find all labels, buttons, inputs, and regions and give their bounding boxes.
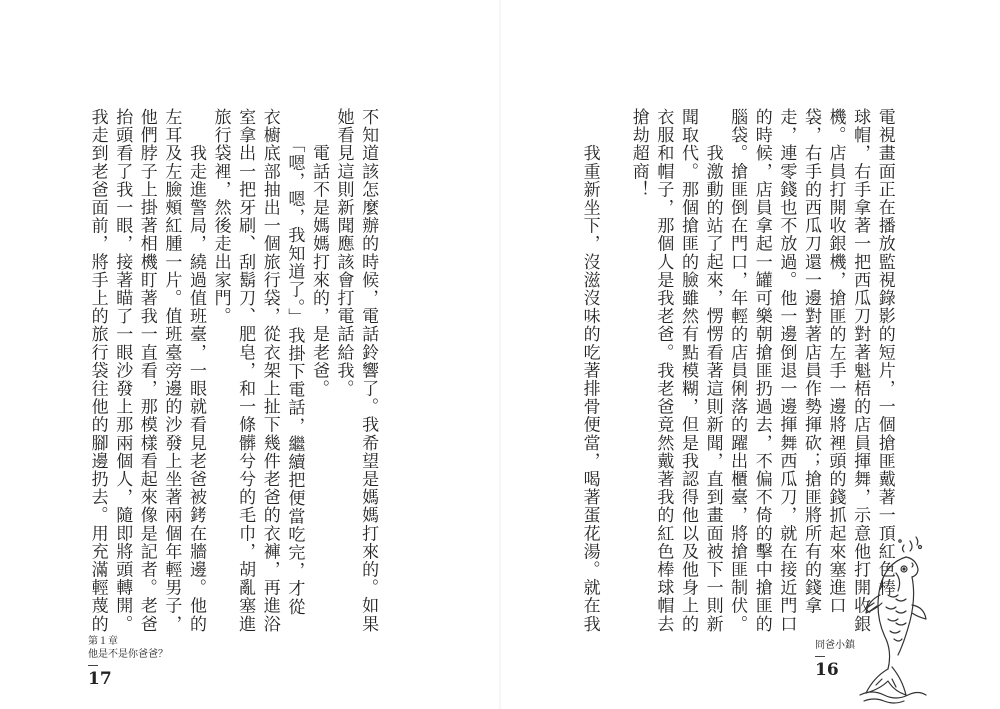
footer-rule: [88, 665, 98, 666]
right-page-text: [577, 108, 897, 633]
text-line: 的時候，店員拿起一罐可樂朝搶匪扔過去，不偏不倚的擊中搶匪的: [751, 108, 772, 633]
chapter-title: 他是不是你爸爸？: [88, 649, 168, 660]
text-line: 我走到老爸面前，將手上的旅行袋往他的腳邊扔去。用充滿輕蔑的: [87, 108, 108, 633]
left-page-text: [85, 108, 380, 633]
text-line: 我重新坐下，沒滋沒味的吃著排骨便當，喝著蛋花湯。就在我: [579, 108, 600, 633]
text-line: 走，連零錢也不放過。他一邊倒退一邊揮舞西瓜刀，就在接近門口: [776, 108, 797, 633]
right-page-footer: [815, 639, 855, 680]
text-line: 搶劫超商！: [628, 108, 649, 199]
text-line: 左耳及左臉頰紅腫一片。值班臺旁邊的沙發上坐著兩個年輕男子，: [161, 108, 182, 633]
page-number: 17: [88, 669, 112, 689]
text-line: 電視畫面正在播放監視錄影的短片，一個搶匪戴著一頂紅色棒: [874, 108, 895, 597]
text-line: 球帽，右手拿著一把西瓜刀對著魁梧的店員揮舞，示意他打開收銀: [850, 108, 871, 633]
text-line: 她看見這則新聞應該會打電話給我。: [333, 108, 354, 398]
footer-rule: [815, 656, 825, 657]
text-line: 袋，右手的西瓜刀還一邊對著店員作勢揮砍；搶匪將所有的錢拿: [800, 108, 821, 615]
carp-fish-icon: [850, 535, 930, 705]
text-line: 衣櫥底部抽出一個旅行袋，從衣架上扯下幾件老爸的衣褲，再進浴: [259, 108, 280, 633]
text-line: 室拿出一把牙刷、刮鬍刀、肥皂，和一條髒兮兮的毛巾，胡亂塞進: [235, 108, 256, 633]
text-line: 他們脖子上掛著相機盯著我一直看，那模樣看起來像是記者。老爸: [136, 108, 157, 633]
text-line: 衣服和帽子，那個人是我老爸。我老爸竟然戴著我的紅色棒球帽去: [653, 108, 674, 633]
text-line: 不知道該怎麼辦的時候，電話鈴響了。我希望是媽媽打來的。如果: [358, 108, 379, 633]
text-line: 我走進警局，繞過值班臺，一眼就看見老爸被銬在牆邊。他的: [185, 108, 206, 633]
page-gutter: [499, 0, 501, 709]
text-line: 機。店員打開收銀機，搶匪的左手一邊將裡頭的錢抓起來塞進口: [825, 108, 846, 615]
text-line: 我激動的站了起來，愣愣看著這則新聞，直到畫面被下一則新: [702, 108, 723, 633]
text-line: 腦袋。搶匪倒在門口，年輕的店員俐落的躍出櫃臺，將搶匪制伏。: [727, 108, 748, 633]
book-title: 冏爸小鎮: [815, 640, 855, 651]
chapter-label: 第１章: [88, 636, 118, 647]
text-line: 電話不是媽媽打來的，是老爸。: [308, 108, 329, 398]
blank-line: [602, 108, 627, 633]
text-line: 抬頭看了我一眼，接著瞄了一眼沙發上那兩個人，隨即將頭轉開。: [112, 108, 133, 633]
left-page-footer: [88, 635, 168, 689]
text-line: 聞取代。那個搶匪的臉雖然有點模糊，但是我認得他以及他身上的: [677, 108, 698, 633]
text-line: 「嗯，嗯，我知道了。」我掛下電話，繼續把便當吃完，才從: [284, 108, 305, 616]
text-line: 旅行袋裡，然後走出家門。: [210, 108, 231, 326]
page-number: 16: [815, 660, 839, 680]
